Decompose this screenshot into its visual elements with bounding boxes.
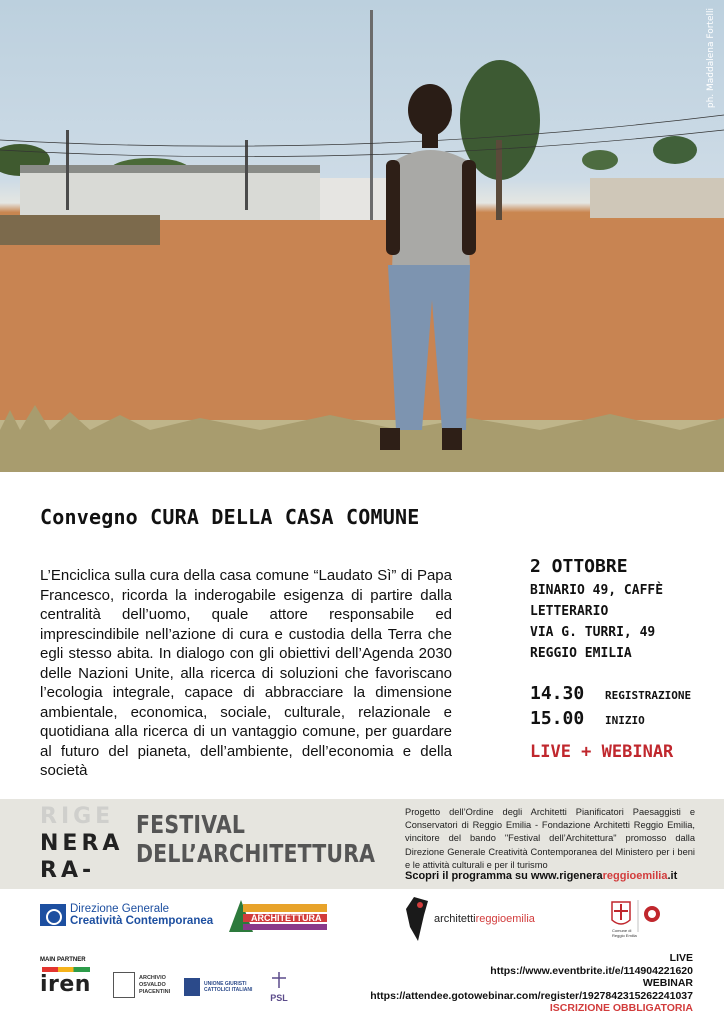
festival-title-line: DELL’ARCHITETTURA [136,839,376,868]
time-label: INIZIO [605,714,645,727]
architetti-reggio-logo [404,897,535,941]
dg-emblem-icon [40,904,66,926]
logo-line: RA- [40,858,96,883]
ucsi-emblem-icon [184,978,200,996]
programma-line [405,870,677,882]
aop-line: OSVALDO [139,981,166,988]
time-row [530,683,724,704]
photo-scene [0,0,724,472]
photo-credit: ph. Maddalena Fortelli [706,8,716,109]
iscrizione-obbligatoria: ISCRIZIONE OBBLIGATORIA [549,1002,693,1015]
dg-creativita-logo [40,903,213,927]
psl-logo [259,972,299,1003]
architettura-text: ARCHITETTURA [251,913,322,923]
registration-links [370,952,693,1015]
ar-suffix: reggioemilia [475,913,535,925]
event-location [530,580,720,664]
comune-text: Comune di Reggio Emilia [612,928,637,938]
programma-link-b[interactable]: reggioemilia [602,870,668,882]
logo-line: NERA [40,831,124,856]
webinar-label: WEBINAR [642,977,693,990]
event-info [530,556,720,762]
aop-line: ARCHIVIO [139,974,166,981]
time-value: 15.00 [530,708,585,729]
location-line: BINARIO 49, CAFFÈ [530,583,664,598]
programma-prefix: Scopri il programma su [405,870,531,882]
dg-line2: Creatività Contemporanea [70,915,214,927]
archivio-emblem-icon [113,972,135,998]
time-value: 14.30 [530,683,585,704]
logo-line: RIGE [40,804,115,829]
location-line: VIA G. TURRI, 49 [530,625,656,640]
event-times [530,683,724,729]
iren-logo: iren [40,972,91,997]
eventbrite-link[interactable]: https://www.eventbrite.it/e/114904221620 [490,964,693,977]
comune-reggio-logo [610,898,695,938]
architettura-logo [229,900,329,932]
ar-prefix: architetti [434,913,476,925]
main-partner-label: MAIN PARTNER [40,957,86,963]
location-line: REGGIO EMILIA [530,646,632,661]
time-label: REGISTRAZIONE [605,689,692,702]
psl-emblem-icon [269,972,289,988]
gotowebinar-link[interactable]: https://attendee.gotowebinar.com/register/1927842315262241037 [370,989,693,1002]
archivio-piacentini-logo [113,972,170,998]
programma-link-c[interactable]: .it [667,870,678,882]
project-text: Progetto dell’Ordine degli Architetti Pianificatori Paesaggisti e Conservatori di Reggio Emilia - Fondazione Architetti Reggio Emilia, vincitore del bando "Festival dell’Architettura" promosso dalla Direzione Generale Creatività Contemporanea del Ministero per i beni e le attività culturali e per il turismo [405,807,695,870]
psl-text: PSL [270,993,288,1003]
hero-photo [0,0,724,472]
festival-title [136,810,375,868]
ucsi-logo [184,978,252,996]
ucsi-line: UNIONE GIURISTI [204,981,247,987]
dg-line1: Direzione Generale [70,903,170,915]
time-row [530,708,724,729]
event-date: 2 OTTOBRE [530,556,628,577]
programma-link-a[interactable]: www.rigenera [530,870,603,882]
festival-title-line: FESTIVAL [136,810,246,839]
aop-line: PIACENTINI [139,988,171,995]
live-label: LIVE [669,952,693,964]
live-webinar-label: LIVE + WEBINAR [530,742,674,762]
description-text: L’Enciclica sulla cura della casa comune “Laudato Sì” di Papa Francesco, ricorda la inderogabile esigenza di partire dalla centralità dell’uomo, quale attore responsabile ed imprescindibile nell’azione di cura e custodia della Terra che egli stesso abita. In dialogo con gli obiettivi dell’Agenda 2030 delle Nazioni Unite, alla ricerca di soluzioni che favoriscano l’ecologia integrale, capace di abbracciare la dimensione ambientale, economica, sociale, culturale, relazionale e quotidiana alla ricerca di un vantaggio comune, per guardare al futuro del pianeta, dell’ambiente, dell’economia e della società [40,567,452,779]
page-title: Convegno CURA DELLA CASA COMUNE [40,505,420,529]
rigenera-logo [40,803,124,884]
location-line: LETTERARIO [530,604,609,619]
ucsi-line: CATTOLICI ITALIANI [204,987,253,993]
ar-emblem-icon [404,897,430,941]
